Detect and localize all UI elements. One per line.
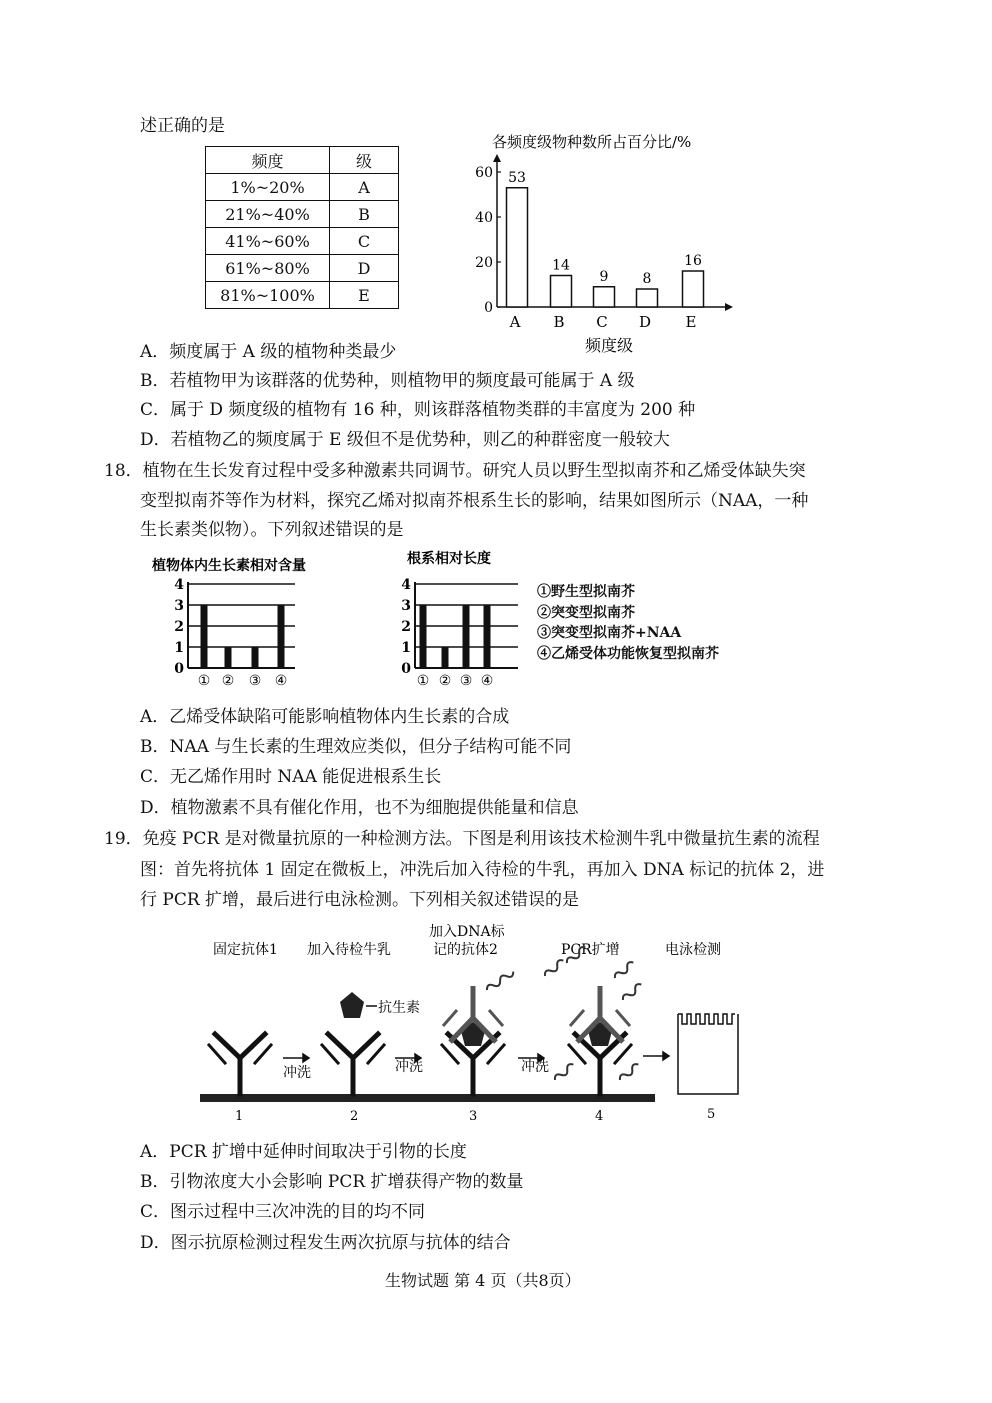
bar (507, 188, 528, 307)
q19-stem-line-1: 19．免疫 PCR 是对微量抗原的一种检测方法。下图是利用该技术检测牛乳中微量抗生素的流程 (104, 829, 820, 849)
step-label: 加入待检牛乳 (307, 942, 391, 958)
q18-legend (537, 582, 719, 664)
x-tick-label: A (509, 313, 521, 331)
legend-item: ①野生型拟南芥 (537, 584, 635, 600)
table-cell: 61%~80% (206, 255, 330, 282)
step-number: 2 (350, 1109, 359, 1124)
q17-option-d: D．若植物乙的频度属于 E 级但不是优势种，则乙的种群密度一般较大 (140, 430, 670, 450)
q18-option-a: A．乙烯受体缺陷可能影响植物体内生长素的合成 (140, 707, 510, 727)
y-axis-arrow (493, 154, 501, 162)
table-cell: B (330, 201, 399, 228)
step-number: 4 (595, 1109, 604, 1124)
data-label: 16 (684, 253, 702, 269)
data-label: 9 (599, 268, 609, 285)
electrophoresis-gel-icon (678, 1014, 738, 1094)
legend-item: ④乙烯受体功能恢复型拟南芥 (537, 645, 719, 662)
x-tick-label: ④ (274, 673, 288, 689)
table-header: 级 (330, 147, 399, 174)
legend-item: ②突变型拟南芥 (537, 604, 635, 621)
y-tick-label: 2 (174, 619, 184, 635)
bar (420, 605, 427, 668)
x-tick-label: ② (438, 673, 452, 689)
bar (252, 647, 259, 668)
frequency-table (205, 146, 399, 309)
y-tick-label: 0 (401, 661, 411, 677)
page-footer: 生物试题 第 4 页（共8页） (385, 1271, 581, 1290)
table-cell: C (330, 228, 399, 255)
q18-option-b: B．NAA 与生长素的生理效应类似，但分子结构可能不同 (140, 737, 572, 757)
data-label: 53 (508, 169, 526, 186)
table-cell: D (330, 255, 399, 282)
table-cell: 21%~40% (206, 201, 330, 228)
bar (442, 647, 449, 668)
bar (594, 287, 615, 307)
q18-option-c: C．无乙烯作用时 NAA 能促进根系生长 (140, 767, 442, 787)
bar (278, 605, 285, 668)
step-number: 1 (235, 1109, 244, 1124)
data-label: 14 (552, 257, 570, 274)
x-tick-label: D (638, 313, 652, 331)
chart-title: 各频度级物种数所占百分比/% (492, 133, 692, 151)
x-tick-label: ② (221, 673, 235, 689)
step-label: 电泳检测 (665, 942, 721, 958)
chart-xlabel: 频度级 (585, 336, 634, 355)
bar (484, 605, 491, 668)
q18-stem-line-1: 18．植物在生长发育过程中受多种激素共同调节。研究人员以野生型拟南芥和乙烯受体缺失突 (104, 461, 806, 481)
immuno-pcr-flow-diagram (195, 918, 755, 1128)
x-tick-label: ③ (248, 673, 262, 689)
q18-option-d: D．植物激素不具有催化作用，也不为细胞提供能量和信息 (140, 798, 579, 818)
q18-stem-line-3: 生长素类似物）。下列叙述错误的是 (140, 520, 404, 540)
dna-tag-icon (485, 969, 515, 992)
step-label: PCR扩增 (561, 942, 620, 958)
frequency-level-bar-chart (440, 125, 770, 360)
x-tick-label: ① (197, 673, 211, 689)
q19-stem-line-3: 行 PCR 扩增，最后进行电泳检测。下列相关叙述错误的是 (140, 890, 580, 910)
y-tick-label: 0 (174, 661, 184, 677)
y-tick-label: 1 (401, 640, 411, 656)
x-tick-label: E (685, 313, 697, 331)
table-cell: 81%~100% (206, 282, 330, 309)
table-header: 频度 (206, 147, 330, 174)
q19-option-a: A．PCR 扩增中延伸时间取决于引物的长度 (140, 1142, 467, 1162)
table-cell: A (330, 174, 399, 201)
bar (225, 647, 232, 668)
dna-amplicon-icon (543, 945, 643, 1082)
q19-option-b: B．引物浓度大小会影响 PCR 扩增获得产物的数量 (140, 1172, 524, 1192)
wash-label: 冲洗 (283, 1065, 311, 1081)
y-tick-label: 0 (484, 300, 493, 316)
y-tick-label: 3 (174, 598, 184, 614)
y-tick-label: 4 (401, 577, 411, 593)
q19-option-d: D．图示抗原检测过程发生两次抗原与抗体的结合 (140, 1233, 511, 1253)
step-number: 5 (707, 1107, 716, 1122)
q17-option-a: A．频度属于 A 级的植物种类最少 (140, 342, 397, 362)
bar (637, 289, 658, 307)
q18-stem-line-2: 变型拟南芥等作为材料，探究乙烯对拟南芥根系生长的影响，结果如图所示（NAA，一种 (140, 491, 809, 511)
step-number: 3 (469, 1109, 478, 1124)
y-tick-label: 20 (475, 255, 493, 271)
antibiotic-label: 抗生素 (378, 1000, 420, 1016)
microplate-base (200, 1094, 655, 1102)
table-cell: E (330, 282, 399, 309)
y-tick-label: 3 (401, 598, 411, 614)
bar (201, 605, 208, 668)
q19-option-c: C．图示过程中三次冲洗的目的均不同 (140, 1202, 426, 1222)
auxin-content-bar-chart (150, 552, 350, 692)
x-tick-label: C (596, 313, 608, 331)
x-tick-label: B (553, 313, 565, 331)
x-axis-arrow (725, 303, 733, 311)
x-tick-label: ① (416, 673, 430, 689)
bar (463, 605, 470, 668)
x-tick-label: ④ (480, 673, 494, 689)
y-tick-label: 4 (174, 577, 184, 593)
antibody-1-icon (209, 1034, 271, 1094)
step-label: 固定抗体1 (213, 942, 278, 958)
x-tick-label: ③ (459, 673, 473, 689)
wash-label: 冲洗 (521, 1059, 549, 1075)
bar (551, 276, 572, 308)
q17-option-b: B．若植物甲为该群落的优势种，则植物甲的频度最可能属于 A 级 (140, 371, 635, 391)
data-label: 8 (642, 271, 652, 287)
step-label: 加入DNA标 (429, 924, 505, 940)
antibody-1-icon (322, 1034, 384, 1094)
table-cell: 41%~60% (206, 228, 330, 255)
y-tick-label: 40 (475, 210, 493, 226)
y-tick-label: 60 (475, 165, 493, 181)
table-cell: 1%~20% (206, 174, 330, 201)
antibiotic-icon (340, 992, 364, 1018)
q17-stem-tail: 述正确的是 (140, 116, 225, 136)
bar (683, 271, 704, 307)
y-tick-label: 2 (401, 619, 411, 635)
q17-option-c: C．属于 D 频度级的植物有 16 种，则该群落植物类群的丰富度为 200 种 (140, 400, 696, 420)
chart-title: 植物体内生长素相对含量 (152, 558, 306, 574)
y-tick-label: 1 (174, 640, 184, 656)
legend-item: ③突变型拟南芥+NAA (537, 625, 682, 641)
wash-label: 冲洗 (395, 1059, 423, 1075)
step-label: 记的抗体2 (433, 942, 498, 958)
root-length-bar-chart (393, 545, 533, 692)
q19-stem-line-2: 图：首先将抗体 1 固定在微板上，冲洗后加入待检的牛乳，再加入 DNA 标记的抗体 2，进 (140, 860, 825, 880)
chart-title: 根系相对长度 (407, 551, 491, 567)
